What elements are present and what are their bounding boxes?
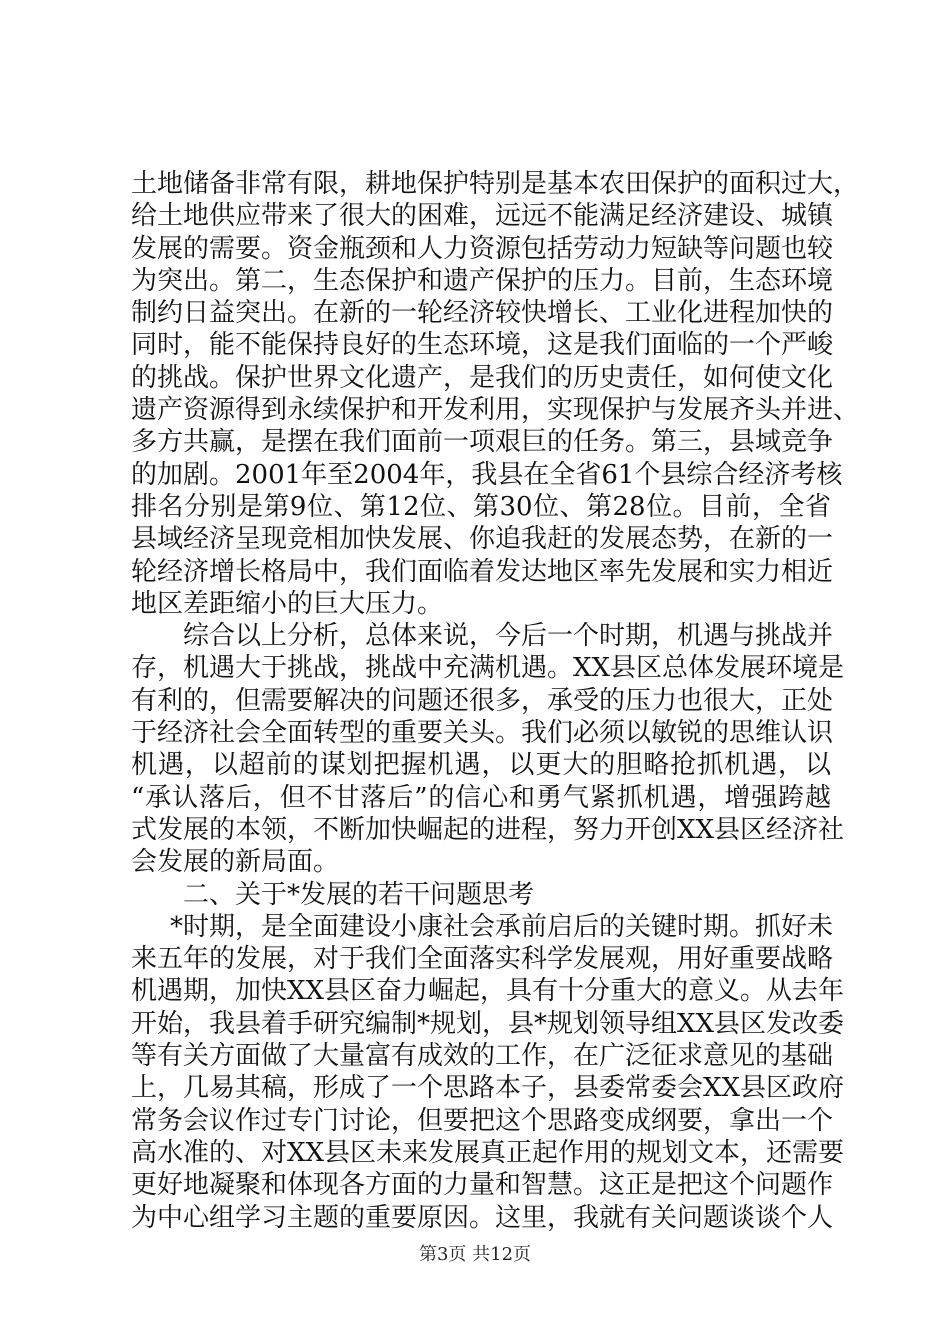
text-line: 土地储备非常有限，耕地保护特别是基本农田保护的面积过大，	[131, 169, 860, 199]
text-line: 县域经济呈现竞相加快发展、你追我赶的发展态势，在新的一	[131, 524, 834, 555]
text-line: 上，几易其稿，形成了一个思路本子，县委常委会XX县区政府	[131, 1073, 845, 1104]
text-line: 轮经济增长格局中，我们面临着发达地区率先发展和实力相近	[131, 556, 834, 587]
text-line: 遗产资源得到永续保护和开发利用，实现保护与发展齐头并进、	[131, 395, 860, 426]
text-line: 更好地凝聚和体现各方面的力量和智慧。这正是把这个问题作	[131, 1170, 834, 1201]
text-line: 存，机遇大于挑战，挑战中充满机遇。XX县区总体发展环境是	[131, 653, 845, 684]
text-line: 给土地供应带来了很大的困难，远远不能满足经济建设、城镇	[131, 201, 834, 232]
text-line: 来五年的发展，对于我们全面落实科学发展观，用好重要战略	[131, 944, 834, 975]
paragraph-first-line: *时期，是全面建设小康社会承前启后的关键时期。抓好未	[170, 911, 834, 942]
text-line: 发展的需要。资金瓶颈和人力资源包括劳动力短缺等问题也较	[131, 233, 834, 264]
section-heading: 二、关于*发展的若干问题思考	[183, 879, 535, 910]
text-line: 有利的，但需要解决的问题还很多，承受的压力也很大，正处	[131, 685, 834, 716]
text-line: 制约日益突出。在新的一轮经济较快增长、工业化进程加快的	[131, 298, 834, 329]
text-line: 多方共赢，是摆在我们面前一项艰巨的任务。第三，县域竞争	[131, 427, 834, 458]
text-line: 排名分别是第9位、第12位、第30位、第28位。目前，全省	[131, 491, 831, 522]
text-line: 于经济社会全面转型的重要关头。我们必须以敏锐的思维认识	[131, 718, 834, 749]
text-line: 常务会议作过专门讨论，但要把这个思路变成纲要，拿出一个	[131, 1105, 834, 1136]
text-line: 开始，我县着手研究编制*规划，县*规划领导组XX县区发改委	[131, 1008, 845, 1039]
text-line: 高水准的、对XX县区未来发展真正起作用的规划文本，还需要	[131, 1137, 845, 1168]
text-line: 机遇期，加快XX县区奋力崛起，具有十分重大的意义。从去年	[131, 976, 845, 1007]
paragraph-first-line: 综合以上分析，总体来说，今后一个时期，机遇与挑战并	[183, 621, 834, 652]
text-line: “承认落后，但不甘落后”的信心和勇气紧抓机遇，增强跨越	[131, 782, 831, 813]
text-line: 等有关方面做了大量富有成效的工作，在广泛征求意见的基础	[131, 1041, 834, 1072]
text-line: 为中心组学习主题的重要原因。这里，我就有关问题谈谈个人	[131, 1202, 834, 1233]
text-line: 的挑战。保护世界文化遗产，是我们的历史责任，如何使文化	[131, 362, 834, 393]
page-number-footer: 第3页 共12页	[418, 1244, 532, 1265]
text-line: 为突出。第二，生态保护和遗产保护的压力。目前，生态环境	[131, 265, 834, 296]
text-line: 式发展的本领，不断加快崛起的进程，努力开创XX县区经济社	[131, 814, 845, 845]
text-line: 机遇，以超前的谋划把握机遇，以更大的胆略抢抓机遇，以	[131, 750, 831, 781]
text-line: 同时，能不能保持良好的生态环境，这是我们面临的一个严峻	[131, 330, 834, 361]
text-line: 会发展的新局面。	[131, 847, 340, 878]
text-line: 地区差距缩小的巨大压力。	[131, 588, 444, 619]
text-line: 的加剧。2001年至2004年，我县在全省61个县综合经济考核	[131, 459, 843, 490]
document-body	[131, 168, 860, 1234]
